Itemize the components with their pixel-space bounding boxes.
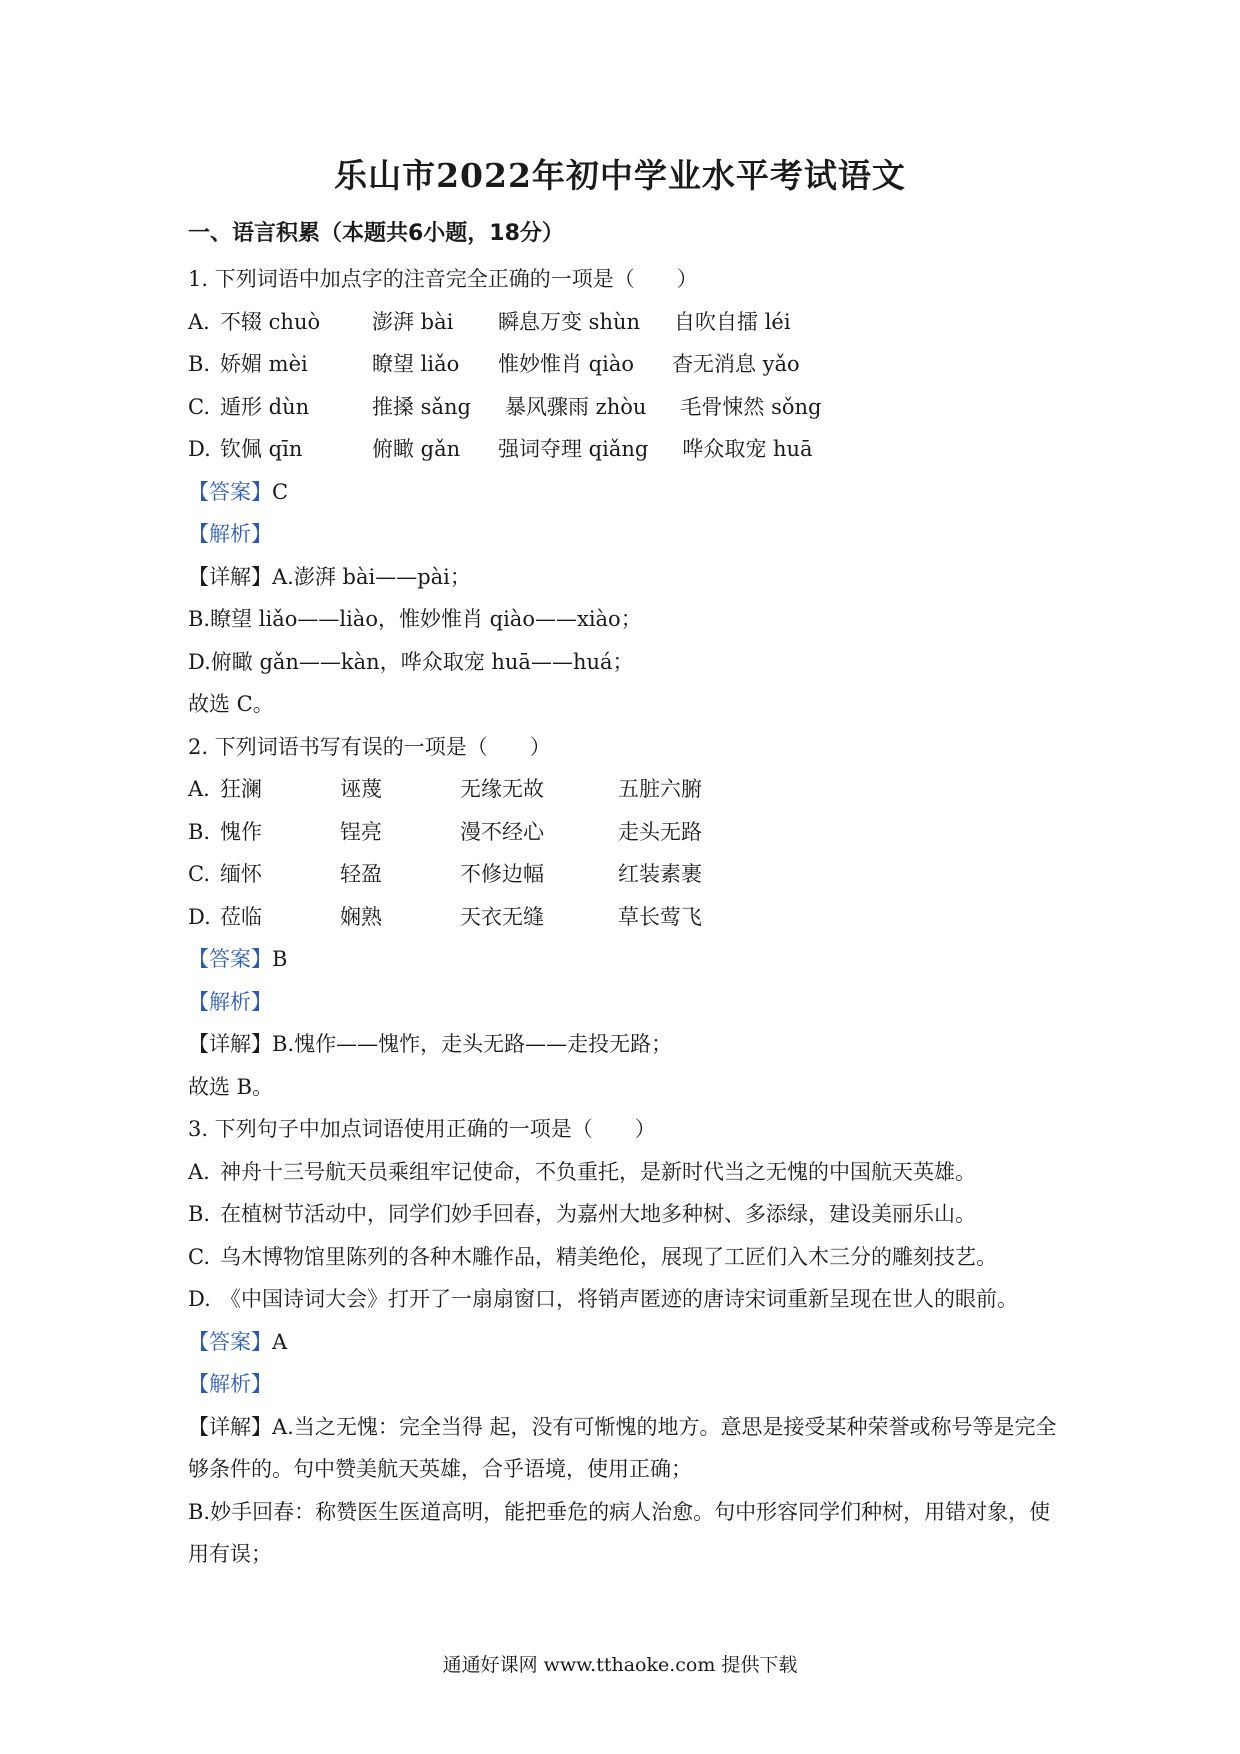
q3-answer bbox=[188, 1321, 1068, 1364]
page-title: 乐山市2022年初中学业水平考试语文 bbox=[334, 156, 906, 195]
q3-option-d: D. 《中国诗词大会》打开了一扇扇窗口，将销声匿迹的唐诗宋词重新呈现在世人的眼前。 bbox=[188, 1287, 1018, 1311]
q1-option-d: D. 钦佩 qīn 俯瞰 gǎn 强词夺理 qiǎng 哗众取宠 huā bbox=[188, 437, 813, 461]
section-heading: 一、语言积累（本题共6小题，18分） bbox=[188, 221, 564, 246]
answer-value: A bbox=[272, 1329, 288, 1354]
q1-option-b: B. 娇媚 mèi 瞭望 liǎo 惟妙惟肖 qiào 杳无消息 yǎo bbox=[188, 352, 800, 376]
exam-body bbox=[188, 258, 1068, 1576]
q2-option-b: B. 愧作 锃亮 漫不经心 走头无路 bbox=[188, 819, 702, 844]
answer-value: B bbox=[272, 947, 288, 971]
q1-option-a: A. 不辍 chuò 澎湃 bài 瞬息万变 shùn 自吹自擂 léi bbox=[188, 309, 791, 334]
page-footer: 通通好课网 www.tthaoke.com 提供下载 bbox=[442, 1654, 798, 1676]
q2-answer bbox=[188, 938, 1068, 981]
q2-conclusion: 故选 B。 bbox=[188, 1074, 274, 1099]
q2-option-c: C. 缅怀 轻盈 不修边幅 红装素裹 bbox=[188, 862, 702, 886]
q1-detail-line: D.俯瞰 gǎn——kàn，哗众取宠 huā——huá； bbox=[188, 649, 634, 674]
q3-detail-b: B.妙手回春：称赞医生医道高明，能把垂危的病人治愈。句中形容同学们种树，用错对象，使用有误； bbox=[188, 1499, 1051, 1566]
q3-analysis-tag: 【解析】 bbox=[188, 1372, 272, 1396]
answer-tag: 【答案】 bbox=[188, 1329, 272, 1354]
q2-option-a: A. 狂澜 诬蔑 无缘无故 五脏六腑 bbox=[188, 777, 702, 801]
answer-tag: 【答案】 bbox=[188, 479, 272, 504]
q1-conclusion: 故选 C。 bbox=[188, 692, 274, 716]
q3-stem: 3. 下列句子中加点词语使用正确的一项是（ ） bbox=[188, 1117, 656, 1141]
answer-tag: 【答案】 bbox=[188, 947, 272, 971]
q1-option-c: C. 遁形 dùn 推搡 sǎng 暴风骤雨 zhòu 毛骨悚然 sǒng bbox=[188, 394, 822, 419]
q1-detail-line: B.瞭望 liǎo——liào，惟妙惟肖 qiào——xiào； bbox=[188, 607, 642, 631]
answer-value: C bbox=[272, 479, 289, 504]
q1-answer bbox=[188, 471, 1068, 514]
q2-detail-line: 【详解】B.愧作——愧怍，走头无路——走投无路； bbox=[188, 1032, 673, 1056]
q3-detail-a: 【详解】A.当之无愧：完全当得 起，没有可惭愧的地方。意思是接受某种荣誉或称号等是完全够条件的。句中赞美航天英雄，合乎语境，使用正确； bbox=[188, 1414, 1057, 1481]
q3-option-a: A. 神舟十三号航天员乘组牢记使命，不负重托，是新时代当之无愧的中国航天英雄。 bbox=[188, 1159, 976, 1184]
q2-stem: 2. 下列词语书写有误的一项是（ ） bbox=[188, 734, 551, 759]
q2-option-d: D. 莅临 娴熟 天衣无缝 草长莺飞 bbox=[188, 904, 702, 929]
q3-option-c: C. 乌木博物馆里陈列的各种木雕作品，精美绝伦，展现了工匠们入木三分的雕刻技艺。 bbox=[188, 1244, 997, 1269]
q1-stem: 1. 下列词语中加点字的注音完全正确的一项是（ ） bbox=[188, 267, 698, 291]
q2-analysis-tag: 【解析】 bbox=[188, 989, 272, 1014]
q1-detail-line: 【详解】A.澎湃 bài——pài； bbox=[188, 564, 471, 589]
q1-analysis-tag: 【解析】 bbox=[188, 522, 272, 546]
q3-option-b: B. 在植树节活动中，同学们妙手回春，为嘉州大地多种树、多添绿，建设美丽乐山。 bbox=[188, 1202, 976, 1226]
